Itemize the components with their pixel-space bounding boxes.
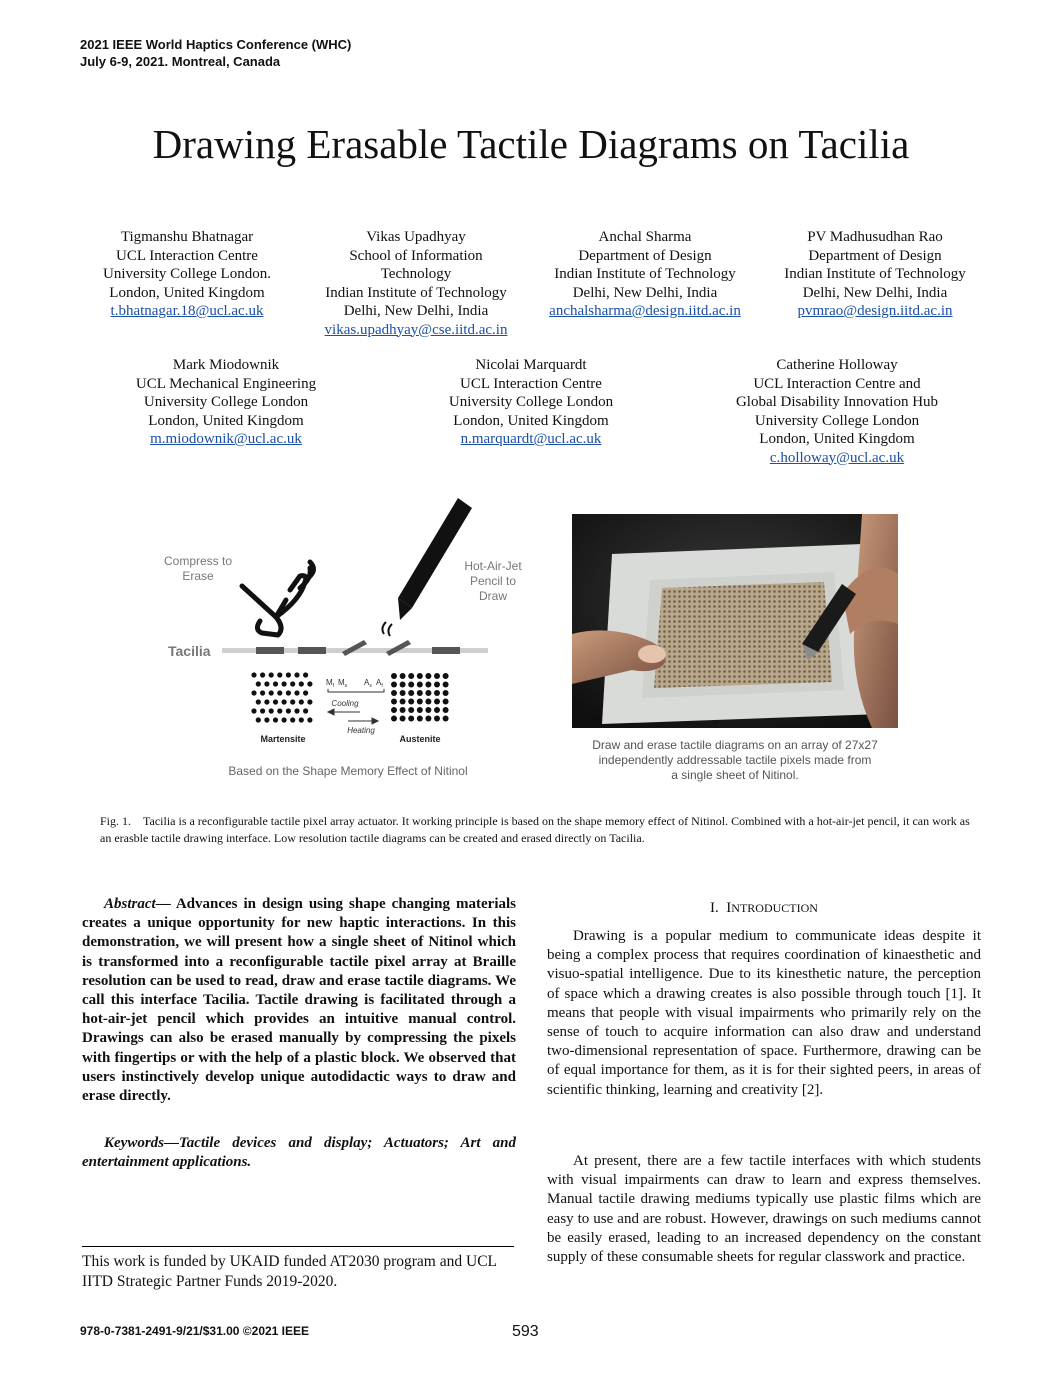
abstract-label: Abstract: [104, 896, 156, 912]
lattice-dot: [256, 681, 261, 686]
abstract-text: — Advances in design using shape changing materials creates a unique opportunity for new haptic interactions. In this demonstration, we will present how a single sheet of Nitinol which is transformed into a reconfigurable tactile pixel array at Braille resolution can be used to read, draw and erase tactile diagrams. We call this interface Tacilia. Tactile drawing is facilitated through a hot-air-jet pencil which provides an intuitive manual control. Drawings can also be erased manually by compressing the pixels with fingertips or with the help of a plastic block. We observed that users instinctively develop unique autodidactic ways to draw and erase directly.: [82, 896, 516, 1105]
author-affiliation: London, United Kingdom: [759, 431, 915, 447]
author-name: Nicolai Marquardt: [475, 357, 587, 373]
heating-label: Heating: [347, 726, 375, 735]
lattice-dot: [391, 690, 397, 696]
pencil-label: Pencil to: [469, 574, 517, 588]
lattice-dot: [256, 699, 261, 704]
lattice-dot: [391, 673, 397, 679]
author-affiliation: University College London: [143, 394, 309, 410]
lattice-dot: [260, 690, 265, 695]
author-name: Anchal Sharma: [598, 229, 692, 245]
author-affiliation: Delhi, New Delhi, India: [572, 284, 718, 301]
lattice-dot: [282, 717, 287, 722]
lattice-dot: [391, 716, 397, 722]
lattice-dot: [290, 717, 295, 722]
lattice-dot: [434, 682, 440, 688]
lattice-dot: [277, 708, 282, 713]
lattice-dot: [303, 690, 308, 695]
lattice-dot: [299, 681, 304, 686]
author-affiliation: Delhi, New Delhi, India: [802, 284, 948, 301]
footnote-divider: [82, 1246, 514, 1247]
heating-arrow: [348, 718, 378, 724]
lattice-dot: [269, 672, 274, 677]
author-email-link[interactable]: m.miodownik@ucl.ac.uk: [150, 431, 302, 447]
author-affiliation: London, United Kingdom: [148, 412, 304, 429]
lattice-dot: [256, 717, 261, 722]
phase-label-as: $A_s$: [364, 678, 372, 689]
author-affiliation: Indian Institute of Technology: [784, 266, 966, 282]
author-affiliation: UCL Interaction Centre and: [753, 375, 921, 392]
lattice-dot: [434, 673, 440, 679]
lattice-dot: [443, 673, 449, 679]
intro-paragraph-2: At present, there are a few tactile interfaces with which students with visual impairments can draw to learn and express themselves. Manual tactile drawing mediums typically use plastic films which are easy to use and are robust. However, drawings on such mediums cannot be easily erased, leading to an increased dependency on the constant supply of these consumable sheets for regular classwork and practice.: [547, 1153, 981, 1266]
lattice-dot: [408, 699, 414, 705]
lattice-dot: [260, 672, 265, 677]
lattice-dot: [443, 716, 449, 722]
tactile-pixel-array: [654, 582, 832, 688]
lattice-dot: [443, 699, 449, 705]
author-affiliation: Global Disability Innovation Hub: [735, 394, 939, 410]
author-affiliation: Department of Design: [808, 247, 942, 264]
lattice-dot: [425, 699, 431, 705]
tacilia-sheet-graphic: [222, 640, 488, 656]
author-affiliation: Delhi, New Delhi, India: [343, 303, 489, 319]
author-block-3: [536, 228, 754, 321]
lattice-dot: [400, 673, 406, 679]
author-name: Mark Miodownik: [172, 357, 280, 373]
phase-label-ms: $M_s$: [338, 678, 348, 689]
lattice-dot: [282, 699, 287, 704]
lattice-dot: [251, 708, 256, 713]
austenite-label: Austenite: [399, 734, 441, 744]
conference-dates: July 6-9, 2021. Montreal, Canada: [80, 54, 281, 69]
lattice-dot: [417, 699, 423, 705]
figure-left-caption: Based on the Shape Memory Effect of Nitinol: [228, 764, 468, 778]
lattice-dot: [273, 699, 278, 704]
author-name: PV Madhusudhan Rao: [807, 229, 943, 245]
funding-footnote: This work is funded by UKAID funded AT2030 program and UCL IITD Strategic Partner Funds 2019-2020.: [82, 1253, 497, 1290]
lattice-dot: [303, 708, 308, 713]
lattice-dot: [269, 690, 274, 695]
author-name: Catherine Holloway: [776, 357, 898, 373]
lattice-dot: [391, 682, 397, 688]
lattice-dot: [264, 717, 269, 722]
cooling-label: Cooling: [331, 699, 359, 708]
lattice-dot: [400, 690, 406, 696]
tacilia-label: Tacilia: [168, 643, 211, 659]
author-affiliation: University College London: [754, 412, 920, 429]
austenite-lattice: [391, 673, 449, 722]
author-affiliation: UCL Interaction Centre: [460, 375, 602, 392]
lattice-dot: [425, 690, 431, 696]
lattice-dot: [400, 699, 406, 705]
isbn-footer: 978-0-7381-2491-9/21/$31.00 ©2021 IEEE: [80, 1324, 310, 1338]
lattice-dot: [251, 672, 256, 677]
lattice-dot: [307, 717, 312, 722]
compress-label: Compress to: [163, 554, 233, 568]
lattice-dot: [307, 681, 312, 686]
author-block-4: [770, 228, 980, 321]
lattice-dot: [408, 682, 414, 688]
section-title-initial: I: [726, 900, 732, 916]
keywords: [82, 1134, 516, 1172]
page-number: 593: [512, 1323, 539, 1340]
lattice-dot: [273, 681, 278, 686]
keywords-text: Keywords—Tactile devices and display; Actuators; Art and entertainment applications.: [82, 1135, 516, 1171]
lattice-dot: [294, 672, 299, 677]
cooling-arrow: [328, 709, 360, 715]
caption-line: independently addressable tactile pixels made from: [598, 753, 872, 767]
lattice-dot: [408, 716, 414, 722]
lattice-dot: [277, 690, 282, 695]
lattice-dot: [260, 708, 265, 713]
author-affiliation: UCL Interaction Centre: [116, 247, 258, 264]
lattice-dot: [290, 699, 295, 704]
lattice-dot: [294, 708, 299, 713]
pencil-label: Draw: [478, 589, 508, 603]
author-affiliation: University College London.: [103, 266, 271, 282]
intro-paragraph-1: Drawing is a popular medium to communicate ideas despite it being a complex process that requires coordination of kinaesthetic and visuo-spatial intelligence. Due to its kinesthetic nature, the perception of space which a drawing creates is also possible through touch [1]. It means that people with visual impairments who primarily rely on the sense of touch to acquire information can also draw and understand two-dimensional representation of space. Furthermore, drawing can be of equal importance for them, as it is for their sighted peers, in areas of scientific thinking, learning and creativity [2].: [547, 928, 981, 1098]
lattice-dot: [408, 673, 414, 679]
compress-label: Erase: [182, 569, 214, 583]
lattice-dot: [443, 690, 449, 696]
lattice-dot: [425, 682, 431, 688]
lattice-dot: [264, 681, 269, 686]
lattice-dot: [290, 681, 295, 686]
abstract: [82, 895, 516, 1106]
conference-name: 2021 IEEE World Haptics Conference (WHC): [80, 37, 352, 52]
author-block-2: [306, 228, 526, 339]
lattice-dot: [417, 673, 423, 679]
lattice-dot: [307, 699, 312, 704]
author-block-1: [86, 228, 288, 321]
tacilia-photo: [572, 514, 898, 728]
phase-label-af: $A_f$: [376, 678, 383, 689]
section-heading: [547, 900, 981, 917]
lattice-dot: [443, 682, 449, 688]
section-number: I.: [710, 900, 719, 916]
lattice-dot: [400, 707, 406, 713]
lattice-dot: [400, 682, 406, 688]
hand-pointing-icon: [242, 562, 314, 635]
lattice-dot: [286, 708, 291, 713]
lattice-dot: [408, 690, 414, 696]
author-email-link[interactable]: c.holloway@ucl.ac.uk: [769, 449, 905, 466]
author-name: Tigmanshu Bhatnagar: [120, 229, 254, 245]
lattice-dot: [443, 707, 449, 713]
martensite-lattice: [251, 672, 312, 722]
phase-label-mf: $M_f$: [326, 678, 335, 689]
lattice-dot: [425, 716, 431, 722]
paper-title: Drawing Erasable Tactile Diagrams on Tacilia: [152, 121, 910, 167]
figure-caption: Fig. 1. Tacilia is a reconfigurable tactile pixel array actuator. It working principle is based on the shape memory effect of Nitinol. Combined with a hot-air-jet pencil, it can work as an erasble tactile drawing interface. Low resolution tactile diagrams can be created and erased directly on Tacilia.: [100, 814, 970, 845]
caption-line: Draw and erase tactile diagrams on an array of 27x27: [592, 738, 878, 752]
author-email-link[interactable]: vikas.upadhyay@cse.iitd.ac.in: [324, 321, 508, 338]
author-email-link[interactable]: t.bhatnagar.18@ucl.ac.uk: [110, 303, 264, 319]
author-block-6: [420, 356, 642, 449]
author-email-link[interactable]: anchalsharma@design.iitd.ac.in: [549, 303, 741, 319]
lattice-dot: [425, 707, 431, 713]
lattice-dot: [277, 672, 282, 677]
author-affiliation: University College London: [448, 394, 614, 410]
hot-air-pencil-icon: [382, 498, 472, 636]
lattice-dot: [251, 690, 256, 695]
lattice-dot: [425, 673, 431, 679]
lattice-dot: [303, 672, 308, 677]
author-affiliation: Department of Design: [578, 247, 712, 264]
lattice-dot: [294, 690, 299, 695]
lattice-dot: [391, 707, 397, 713]
lattice-dot: [417, 716, 423, 722]
section-title-rest: NTRODUCTION: [731, 901, 818, 915]
author-email-link[interactable]: n.marquardt@ucl.ac.uk: [460, 431, 602, 447]
author-affiliation: Indian Institute of Technology: [325, 284, 507, 301]
lattice-dot: [299, 717, 304, 722]
author-block-7: [712, 356, 962, 467]
pencil-label: Hot-Air-Jet: [464, 559, 522, 573]
lattice-dot: [273, 717, 278, 722]
lattice-dot: [264, 699, 269, 704]
lattice-dot: [408, 707, 414, 713]
lattice-dot: [417, 690, 423, 696]
lattice-dot: [282, 681, 287, 686]
author-affiliation: Indian Institute of Technology: [554, 266, 736, 282]
caption-line: a single sheet of Nitinol.: [671, 768, 799, 782]
lattice-dot: [391, 699, 397, 705]
author-affiliation: London, United Kingdom: [109, 284, 265, 301]
author-name: Vikas Upadhyay: [366, 229, 466, 245]
lattice-dot: [400, 716, 406, 722]
lattice-dot: [417, 682, 423, 688]
lattice-dot: [299, 699, 304, 704]
author-affiliation: UCL Mechanical Engineering: [135, 375, 317, 392]
lattice-dot: [286, 690, 291, 695]
figure-right-caption: [572, 738, 898, 783]
lattice-dot: [417, 707, 423, 713]
author-affiliation: London, United Kingdom: [453, 412, 609, 429]
lattice-dot: [434, 707, 440, 713]
lattice-dot: [286, 672, 291, 677]
martensite-label: Martensite: [260, 734, 306, 744]
lattice-dot: [434, 716, 440, 722]
tacilia-schematic-figure: [150, 490, 540, 790]
lattice-dot: [434, 690, 440, 696]
lattice-dot: [269, 708, 274, 713]
conference-header: [80, 36, 351, 70]
author-email-link[interactable]: pvmrao@design.iitd.ac.in: [797, 303, 953, 319]
lattice-dot: [434, 699, 440, 705]
author-block-5: [112, 356, 340, 449]
author-affiliation: Technology: [380, 266, 452, 282]
author-affiliation: School of Information: [349, 247, 483, 264]
